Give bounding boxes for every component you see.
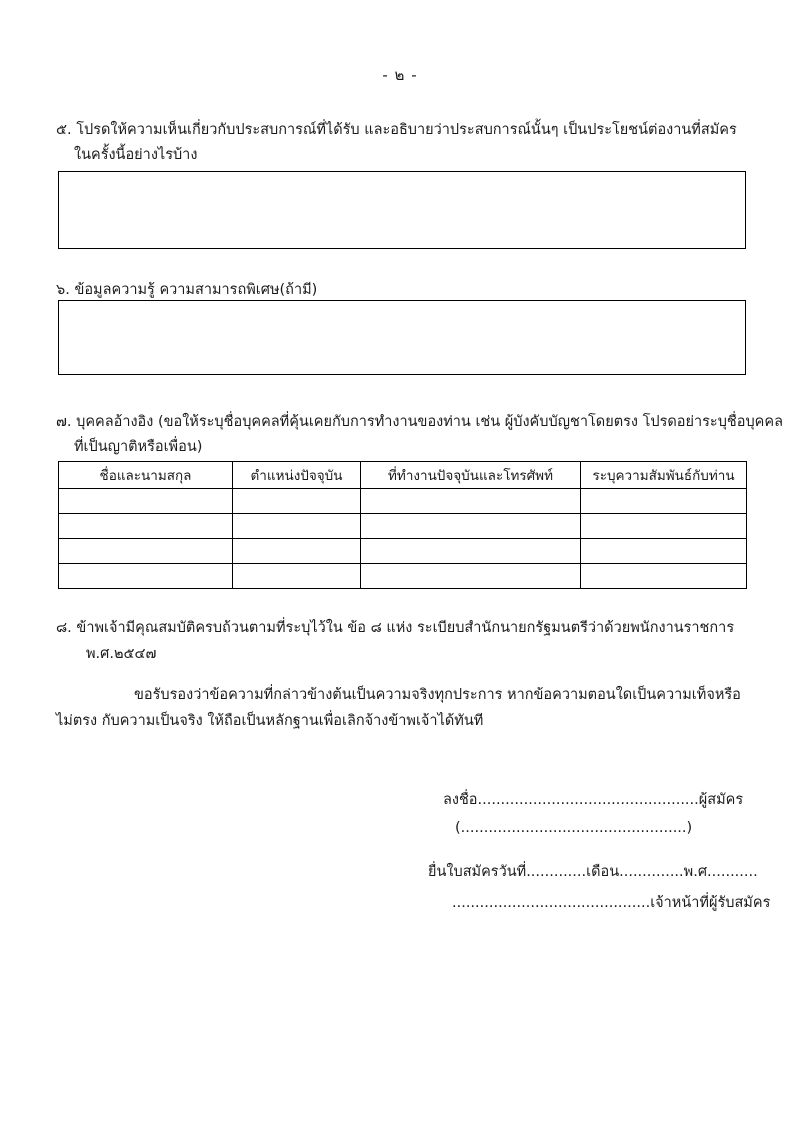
table-header-position: ตำแหน่งปัจจุบัน <box>233 462 361 489</box>
question-7-text-line-2: ที่เป็นญาติหรือเพื่อน) <box>74 439 203 455</box>
cell-relationship[interactable] <box>581 514 747 539</box>
question-5-line-1 <box>56 118 737 143</box>
cell-workplace-phone[interactable] <box>361 564 581 589</box>
table-row <box>59 489 747 514</box>
question-7-line-1 <box>56 410 783 435</box>
declaration-line-1: ขอรับรองว่าข้อความที่กล่าวข้างต้นเป็นความจริงทุกประการ หากข้อความตอนใดเป็นความเท็จหรือไม่ตรง <box>56 687 741 729</box>
signature-row-printed-name <box>455 820 692 836</box>
table-row <box>59 539 747 564</box>
cell-name[interactable] <box>59 514 233 539</box>
question-7-number: ๗. <box>56 414 72 430</box>
question-5-number: ๕. <box>56 122 72 138</box>
table-row <box>59 564 747 589</box>
officer-label: เจ้าหน้าที่ผู้รับสมัคร <box>650 895 771 911</box>
question-5-text-line-1: โปรดให้ความเห็นเกี่ยวกับประสบการณ์ที่ได้รับ และอธิบายว่าประสบการณ์นั้นๆ เป็นประโยชน์ต่องานที่สมัคร <box>76 122 737 138</box>
question-8-text-line-2: พ.ศ.๒๕๔๗ <box>86 646 157 662</box>
submit-date-label: ยื่นใบสมัครวันที่ <box>428 864 527 880</box>
question-8-number: ๘. <box>56 620 72 636</box>
year-dotted-line[interactable]: ........... <box>707 864 758 880</box>
question-6-answer-box[interactable] <box>58 300 746 375</box>
printed-name-dotted-line[interactable]: ................................................. <box>460 820 687 836</box>
cell-position[interactable] <box>233 539 361 564</box>
table-header-workplace-phone: ที่ทำงานปัจจุบันและโทรศัพท์ <box>361 462 581 489</box>
declaration-line-2: กับความเป็นจริง ให้ถือเป็นหลักฐานเพื่อเลิกจ้างข้าพเจ้าได้ทันที <box>101 713 484 729</box>
cell-relationship[interactable] <box>581 564 747 589</box>
signature-label: ลงชื่อ <box>443 792 478 808</box>
declaration-paragraph <box>56 682 750 734</box>
cell-workplace-phone[interactable] <box>361 539 581 564</box>
cell-position[interactable] <box>233 489 361 514</box>
close-paren: ) <box>686 820 693 836</box>
applicant-label: ผู้สมัคร <box>698 792 744 808</box>
cell-position[interactable] <box>233 564 361 589</box>
question-5-answer-box[interactable] <box>58 171 746 249</box>
open-paren: ( <box>455 820 461 836</box>
cell-workplace-phone[interactable] <box>361 514 581 539</box>
year-label: พ.ศ <box>683 864 708 880</box>
question-6-text-line-1: ข้อมูลความรู้ ความสามารถพิเศษ(ถ้ามี) <box>74 282 318 298</box>
table-row <box>59 514 747 539</box>
month-label: เดือน <box>586 864 620 880</box>
signature-row-officer <box>452 891 770 914</box>
cell-relationship[interactable] <box>581 489 747 514</box>
question-8-line-1 <box>56 615 748 641</box>
month-dotted-line[interactable]: .............. <box>619 864 684 880</box>
page-number: - ๒ - <box>382 66 418 84</box>
table-header-row <box>59 462 747 489</box>
cell-position[interactable] <box>233 514 361 539</box>
signature-row-applicant <box>443 788 743 811</box>
question-8-text-line-1: ข้าพเจ้ามีคุณสมบัติครบถ้วนตามที่ระบุไว้ใน ข้อ ๘ แห่ง ระเบียบสำนักนายกรัฐมนตรีว่าด้วยพนักงานราชการ <box>76 620 735 636</box>
day-dotted-line[interactable]: ............. <box>526 864 587 880</box>
officer-dotted-line[interactable]: ........................................... <box>452 895 651 911</box>
signature-dotted-line[interactable]: ................................................ <box>477 792 699 808</box>
cell-name[interactable] <box>59 489 233 514</box>
question-6-number: ๖. <box>56 282 70 298</box>
references-table <box>58 461 747 589</box>
cell-workplace-phone[interactable] <box>361 489 581 514</box>
signature-row-submit-date <box>428 860 758 883</box>
question-7-text-line-1: บุคคลอ้างอิง (ขอให้ระบุชื่อบุคคลที่คุ้นเคยกับการทำงานของท่าน เช่น ผู้บังคับบัญชาโดยตรง โปรดอย่าระบุชื่อบุคคล <box>76 414 783 430</box>
question-5-text-line-2: ในครั้งนี้อย่างไรบ้าง <box>74 147 198 163</box>
cell-relationship[interactable] <box>581 539 747 564</box>
table-header-name: ชื่อและนามสกุล <box>59 462 233 489</box>
cell-name[interactable] <box>59 539 233 564</box>
table-header-relationship: ระบุความสัมพันธ์กับท่าน <box>581 462 747 489</box>
cell-name[interactable] <box>59 564 233 589</box>
